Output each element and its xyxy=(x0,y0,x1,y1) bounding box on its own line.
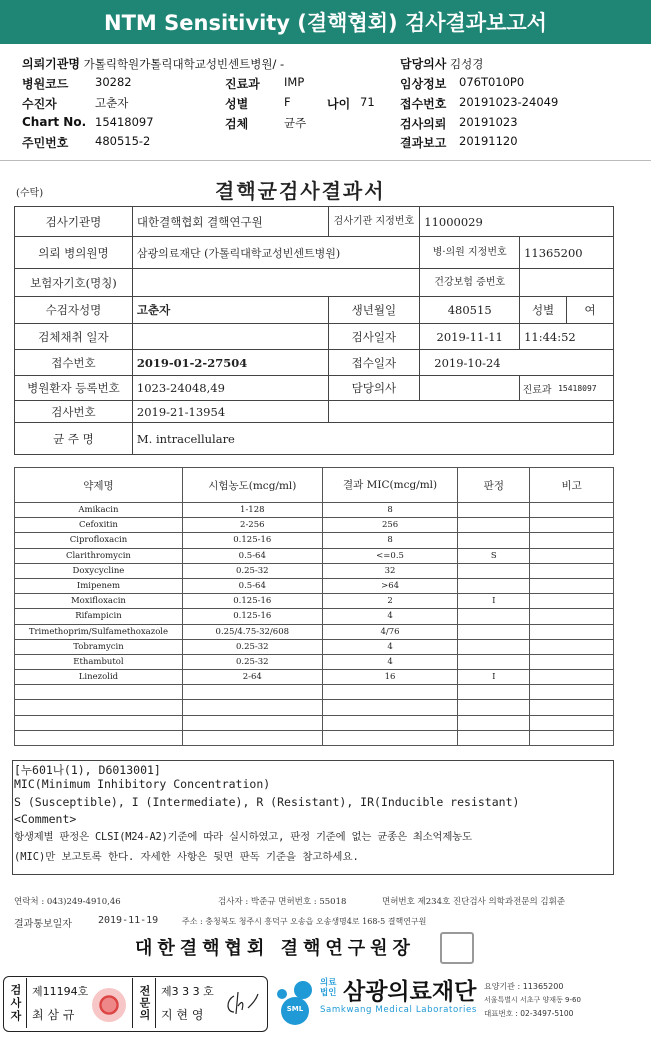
institute-address: 주소 : 충청북도 청주시 흥덕구 오송읍 오송생명4로 168-5 결핵연구원 xyxy=(182,917,427,926)
clinical-info-label: 임상정보 xyxy=(400,77,447,91)
sex-label: 성별 xyxy=(225,97,249,111)
dept-label: 진료과 xyxy=(225,77,260,91)
specialist-signature-icon xyxy=(222,986,262,1020)
drug-range-cell: 0.125-16 xyxy=(182,533,322,548)
drug-mic-cell xyxy=(322,700,458,715)
test-no-label: 검사번호 xyxy=(15,401,133,423)
chart-label: Chart No. xyxy=(22,115,87,129)
drug-sensitivity-table xyxy=(14,467,614,746)
specialist-title: 전문의 xyxy=(132,978,156,1028)
insured-value xyxy=(132,269,419,297)
drug-note-cell xyxy=(530,654,614,669)
drug-mic-cell: 256 xyxy=(322,518,458,533)
drug-judge-cell xyxy=(458,730,530,745)
specialist-name: 지 현 영 xyxy=(161,1008,204,1022)
col-header-mic: 결과 MIC(mcg/ml) xyxy=(322,468,458,503)
seal-icon xyxy=(440,932,474,964)
drug-judge-cell xyxy=(458,609,530,624)
drug-note-cell xyxy=(530,609,614,624)
receipt-date-value: 2019-10-24 xyxy=(420,350,614,376)
drug-row xyxy=(15,624,614,639)
drug-range-cell: 0.125-16 xyxy=(182,609,322,624)
license-text: 면허번호 제234호 진단검사 의학과전문의 김휘준 xyxy=(382,897,566,907)
drug-name-cell: Amikacin xyxy=(15,503,183,518)
drug-mic-cell xyxy=(322,730,458,745)
drug-name-cell: Ciprofloxacin xyxy=(15,533,183,548)
drug-note-cell xyxy=(530,700,614,715)
drug-mic-cell: 4 xyxy=(322,609,458,624)
notice-date-label: 결과통보일자 xyxy=(14,919,72,930)
hospital-name-label: 의뢰 병의원명 xyxy=(15,237,133,269)
drug-mic-cell: 4/76 xyxy=(322,624,458,639)
comment-legend: S (Susceptible), I (Intermediate), R (Resistant), IR(Inducible resistant) xyxy=(14,795,520,809)
drug-mic-cell: 8 xyxy=(322,533,458,548)
drug-name-cell xyxy=(15,715,183,730)
hospital-value: 가톨릭학원가톨릭대학교성빈센트병원/ - xyxy=(83,57,285,71)
hospital-code-label: 병원코드 xyxy=(22,77,69,91)
col-header-range: 시험농도(mcg/ml) xyxy=(182,468,322,503)
examiner-title: 검사자 xyxy=(4,978,27,1028)
test-date-value: 2019-11-11 xyxy=(420,324,520,350)
drug-judge-cell xyxy=(458,685,530,700)
drug-judge-cell: I xyxy=(458,670,530,685)
logo-mark-text: SML xyxy=(286,1005,304,1013)
drug-row xyxy=(15,533,614,548)
drug-name-cell: Tobramycin xyxy=(15,639,183,654)
hospital-name-value: 삼광의료재단 (가톨릭대학교성빈센트병원) xyxy=(132,237,419,269)
clinic-code-value: 11365200 xyxy=(520,237,614,269)
drug-note-cell xyxy=(530,533,614,548)
drug-note-cell xyxy=(530,548,614,563)
receipt-value: 20191023-24049 xyxy=(459,95,559,109)
age-value: 71 xyxy=(360,95,375,109)
drug-range-cell xyxy=(182,715,322,730)
specimen-value: 균주 xyxy=(284,116,307,130)
col-header-judge: 판정 xyxy=(458,468,530,503)
insurance-no-value xyxy=(520,269,614,297)
sex-value: 여 xyxy=(584,303,596,317)
request-label: 검사의뢰 xyxy=(400,117,447,131)
drug-judge-cell: I xyxy=(458,594,530,609)
drug-judge-cell xyxy=(458,654,530,669)
collect-value xyxy=(132,324,328,350)
notice-date-value: 2019-11-19 xyxy=(98,915,159,926)
drug-range-cell xyxy=(182,730,322,745)
clinic-code-label: 병·의원 지정번호 xyxy=(420,237,520,269)
drug-row xyxy=(15,639,614,654)
inst-label: 검사기관명 xyxy=(15,207,133,237)
drug-row xyxy=(15,609,614,624)
drug-judge-cell xyxy=(458,518,530,533)
drug-mic-cell: 32 xyxy=(322,563,458,578)
drug-row xyxy=(15,594,614,609)
hospital-label: 의뢰기관명 xyxy=(22,57,80,71)
dob-label: 생년월일 xyxy=(328,297,420,324)
drug-judge-cell xyxy=(458,563,530,578)
drug-row xyxy=(15,685,614,700)
drug-note-cell xyxy=(530,594,614,609)
drug-range-cell: 0.25-32 xyxy=(182,563,322,578)
drug-note-cell xyxy=(530,624,614,639)
strain-value: M. intracellulare xyxy=(132,423,613,455)
drug-judge-cell xyxy=(458,533,530,548)
rrn-value: 480515-2 xyxy=(95,134,151,148)
drug-range-cell: 0.125-16 xyxy=(182,594,322,609)
drug-range-cell xyxy=(182,700,322,715)
institute-name: 대한결핵협회 결핵연구원장 xyxy=(135,938,415,959)
drug-row xyxy=(15,730,614,745)
drug-judge-cell xyxy=(458,715,530,730)
col-header-note: 비고 xyxy=(530,468,614,503)
doctor-in-charge-value xyxy=(420,376,520,401)
doctor-label: 담당의사 xyxy=(400,57,447,71)
drug-row xyxy=(15,700,614,715)
org-name: 삼광의료재단 xyxy=(343,979,477,1005)
comment-mic-definition: MIC(Minimum Inhibitory Concentration) xyxy=(14,777,271,791)
drug-judge-cell xyxy=(458,700,530,715)
test-time-value: 11:44:52 xyxy=(520,324,614,350)
drug-note-cell xyxy=(530,503,614,518)
comment-label: <Comment> xyxy=(14,812,77,826)
designation-value: 11000029 xyxy=(420,207,614,237)
drug-range-cell: 0.25/4.75-32/608 xyxy=(182,624,322,639)
drug-range-cell: 0.5-64 xyxy=(182,548,322,563)
contact-text: 연락처 : 043)249-4910,46 xyxy=(14,897,121,907)
drug-row xyxy=(15,503,614,518)
examiner-no: 제11194호 xyxy=(32,985,89,998)
corp-label: 의료법인 xyxy=(320,978,337,998)
receipt-label: 접수번호 xyxy=(400,97,447,111)
drug-range-cell: 2-256 xyxy=(182,518,322,533)
drug-name-cell: Clarithromycin xyxy=(15,548,183,563)
examiner-text: 검사자 : 박준규 면허번호 : 55018 xyxy=(218,897,347,907)
header-divider xyxy=(0,160,651,161)
receipt-date-label: 접수일자 xyxy=(328,350,420,376)
comment-line-2: (MIC)만 보고토록 한다. 자세한 사항은 뒷면 판독 기준을 참고하세요. xyxy=(14,851,359,863)
designation-label: 검사기관 지정번호 xyxy=(328,207,420,237)
drug-row xyxy=(15,563,614,578)
dept-value: IMP xyxy=(284,75,305,89)
drug-mic-cell: 4 xyxy=(322,654,458,669)
drug-mic-cell: 8 xyxy=(322,503,458,518)
hospital-code-value: 30282 xyxy=(95,75,132,89)
rrn-label: 주민번호 xyxy=(22,136,69,150)
consignment-label: (수탁) xyxy=(16,188,44,199)
drug-name-cell: Linezolid xyxy=(15,670,183,685)
drug-row xyxy=(15,578,614,593)
drug-mic-cell: >64 xyxy=(322,578,458,593)
drug-judge-cell xyxy=(458,503,530,518)
receipt-no-label: 접수번호 xyxy=(15,350,133,376)
org-phone: 대표번호 : 02-3497-5100 xyxy=(484,1009,574,1018)
patient-label: 수진자 xyxy=(22,97,57,111)
drug-mic-cell xyxy=(322,685,458,700)
drug-mic-cell: 2 xyxy=(322,594,458,609)
receipt-no-value: 2019-01-2-27504 xyxy=(132,350,328,376)
org-address: 서울특별시 서초구 양재동 9-60 xyxy=(484,996,581,1004)
doctor-value: 김성경 xyxy=(450,57,484,71)
drug-name-cell xyxy=(15,730,183,745)
drug-name-cell xyxy=(15,700,183,715)
drug-range-cell: 1-128 xyxy=(182,503,322,518)
drug-judge-cell: S xyxy=(458,548,530,563)
clinical-info-value: 076T010P0 xyxy=(459,75,525,89)
collect-label: 검체채취 일자 xyxy=(15,324,133,350)
examiner-name: 최 삼 규 xyxy=(32,1008,75,1022)
org-code: 요양기관 : 11365200 xyxy=(484,982,564,991)
drug-name-cell: Imipenem xyxy=(15,578,183,593)
drug-mic-cell: 4 xyxy=(322,639,458,654)
drug-range-cell: 2-64 xyxy=(182,670,322,685)
dept-in-charge-label: 진료과 xyxy=(522,384,552,396)
drug-note-cell xyxy=(530,715,614,730)
request-value: 20191023 xyxy=(459,115,518,129)
drug-judge-cell xyxy=(458,624,530,639)
sml-logo-icon xyxy=(270,976,320,1028)
patient-name-value: 고춘자 xyxy=(132,297,328,324)
drug-range-cell: 0.25-32 xyxy=(182,639,322,654)
drug-range-cell xyxy=(182,685,322,700)
inst-value: 대한결핵협회 결핵연구원 xyxy=(132,207,328,237)
drug-note-cell xyxy=(530,685,614,700)
result-report-label: 결과보고 xyxy=(400,136,447,150)
comment-code: [누601나(1), D6013001] xyxy=(14,763,161,777)
drug-range-cell: 0.5-64 xyxy=(182,578,322,593)
specimen-label: 검체 xyxy=(225,117,249,131)
report-title: NTM Sensitivity (결핵협회) 검사결과보고서 xyxy=(0,0,651,44)
report-main-title: 결핵균검사결과서 xyxy=(215,179,386,203)
drug-row xyxy=(15,715,614,730)
specialist-no: 제3 3 3 호 xyxy=(161,985,214,998)
drug-row xyxy=(15,654,614,669)
strain-label: 균 주 명 xyxy=(15,423,133,455)
chart-value: 15418097 xyxy=(95,115,154,129)
drug-note-cell xyxy=(530,518,614,533)
drug-range-cell: 0.25-32 xyxy=(182,654,322,669)
patient-name-label: 수검자성명 xyxy=(15,297,133,324)
sex-label: 성별 xyxy=(520,297,567,323)
drug-note-cell xyxy=(530,639,614,654)
drug-judge-cell xyxy=(458,639,530,654)
reg-no-label: 병원환자 등록번호 xyxy=(15,376,133,401)
dept-in-charge-value: 15418097 xyxy=(558,383,597,393)
reg-no-value: 1023-24048,49 xyxy=(132,376,328,401)
drug-row xyxy=(15,518,614,533)
drug-note-cell xyxy=(530,563,614,578)
drug-row xyxy=(15,670,614,685)
test-no-blank xyxy=(328,401,613,423)
patient-info-table xyxy=(14,206,614,455)
hospital-row xyxy=(22,55,284,72)
sex-value: F xyxy=(284,95,291,109)
drug-row xyxy=(15,548,614,563)
drug-name-cell: Moxifloxacin xyxy=(15,594,183,609)
result-report-value: 20191120 xyxy=(459,134,518,148)
drug-name-cell: Cefoxitin xyxy=(15,518,183,533)
insured-label: 보험자기호(명칭) xyxy=(15,269,133,297)
drug-name-cell xyxy=(15,685,183,700)
doctor-in-charge-label: 담당의사 xyxy=(328,376,420,401)
drug-note-cell xyxy=(530,670,614,685)
patient-value: 고춘자 xyxy=(95,96,129,110)
test-date-label: 검사일자 xyxy=(328,324,420,350)
drug-name-cell: Trimethoprim/Sulfamethoxazole xyxy=(15,624,183,639)
test-no-value: 2019-21-13954 xyxy=(132,401,328,423)
drug-name-cell: Rifampicin xyxy=(15,609,183,624)
dob-value: 480515 xyxy=(420,297,520,324)
age-label: 나이 xyxy=(327,97,351,111)
drug-note-cell xyxy=(530,730,614,745)
drug-mic-cell xyxy=(322,715,458,730)
drug-name-cell: Doxycycline xyxy=(15,563,183,578)
drug-mic-cell: 16 xyxy=(322,670,458,685)
col-header-drug: 약제명 xyxy=(15,468,183,503)
org-english-name: Samkwang Medical Laboratories xyxy=(320,1005,477,1015)
drug-mic-cell: <=0.5 xyxy=(322,548,458,563)
drug-judge-cell xyxy=(458,578,530,593)
comment-line-1: 항생제별 판정은 CLSI(M24-A2)기준에 따라 실시하였고, 판정 기준에 없는 균종은 최소억제농도 xyxy=(14,831,472,843)
examiner-seal-icon xyxy=(92,988,126,1022)
drug-name-cell: Ethambutol xyxy=(15,654,183,669)
insurance-no-label: 건강보험 증번호 xyxy=(420,269,520,297)
drug-note-cell xyxy=(530,578,614,593)
